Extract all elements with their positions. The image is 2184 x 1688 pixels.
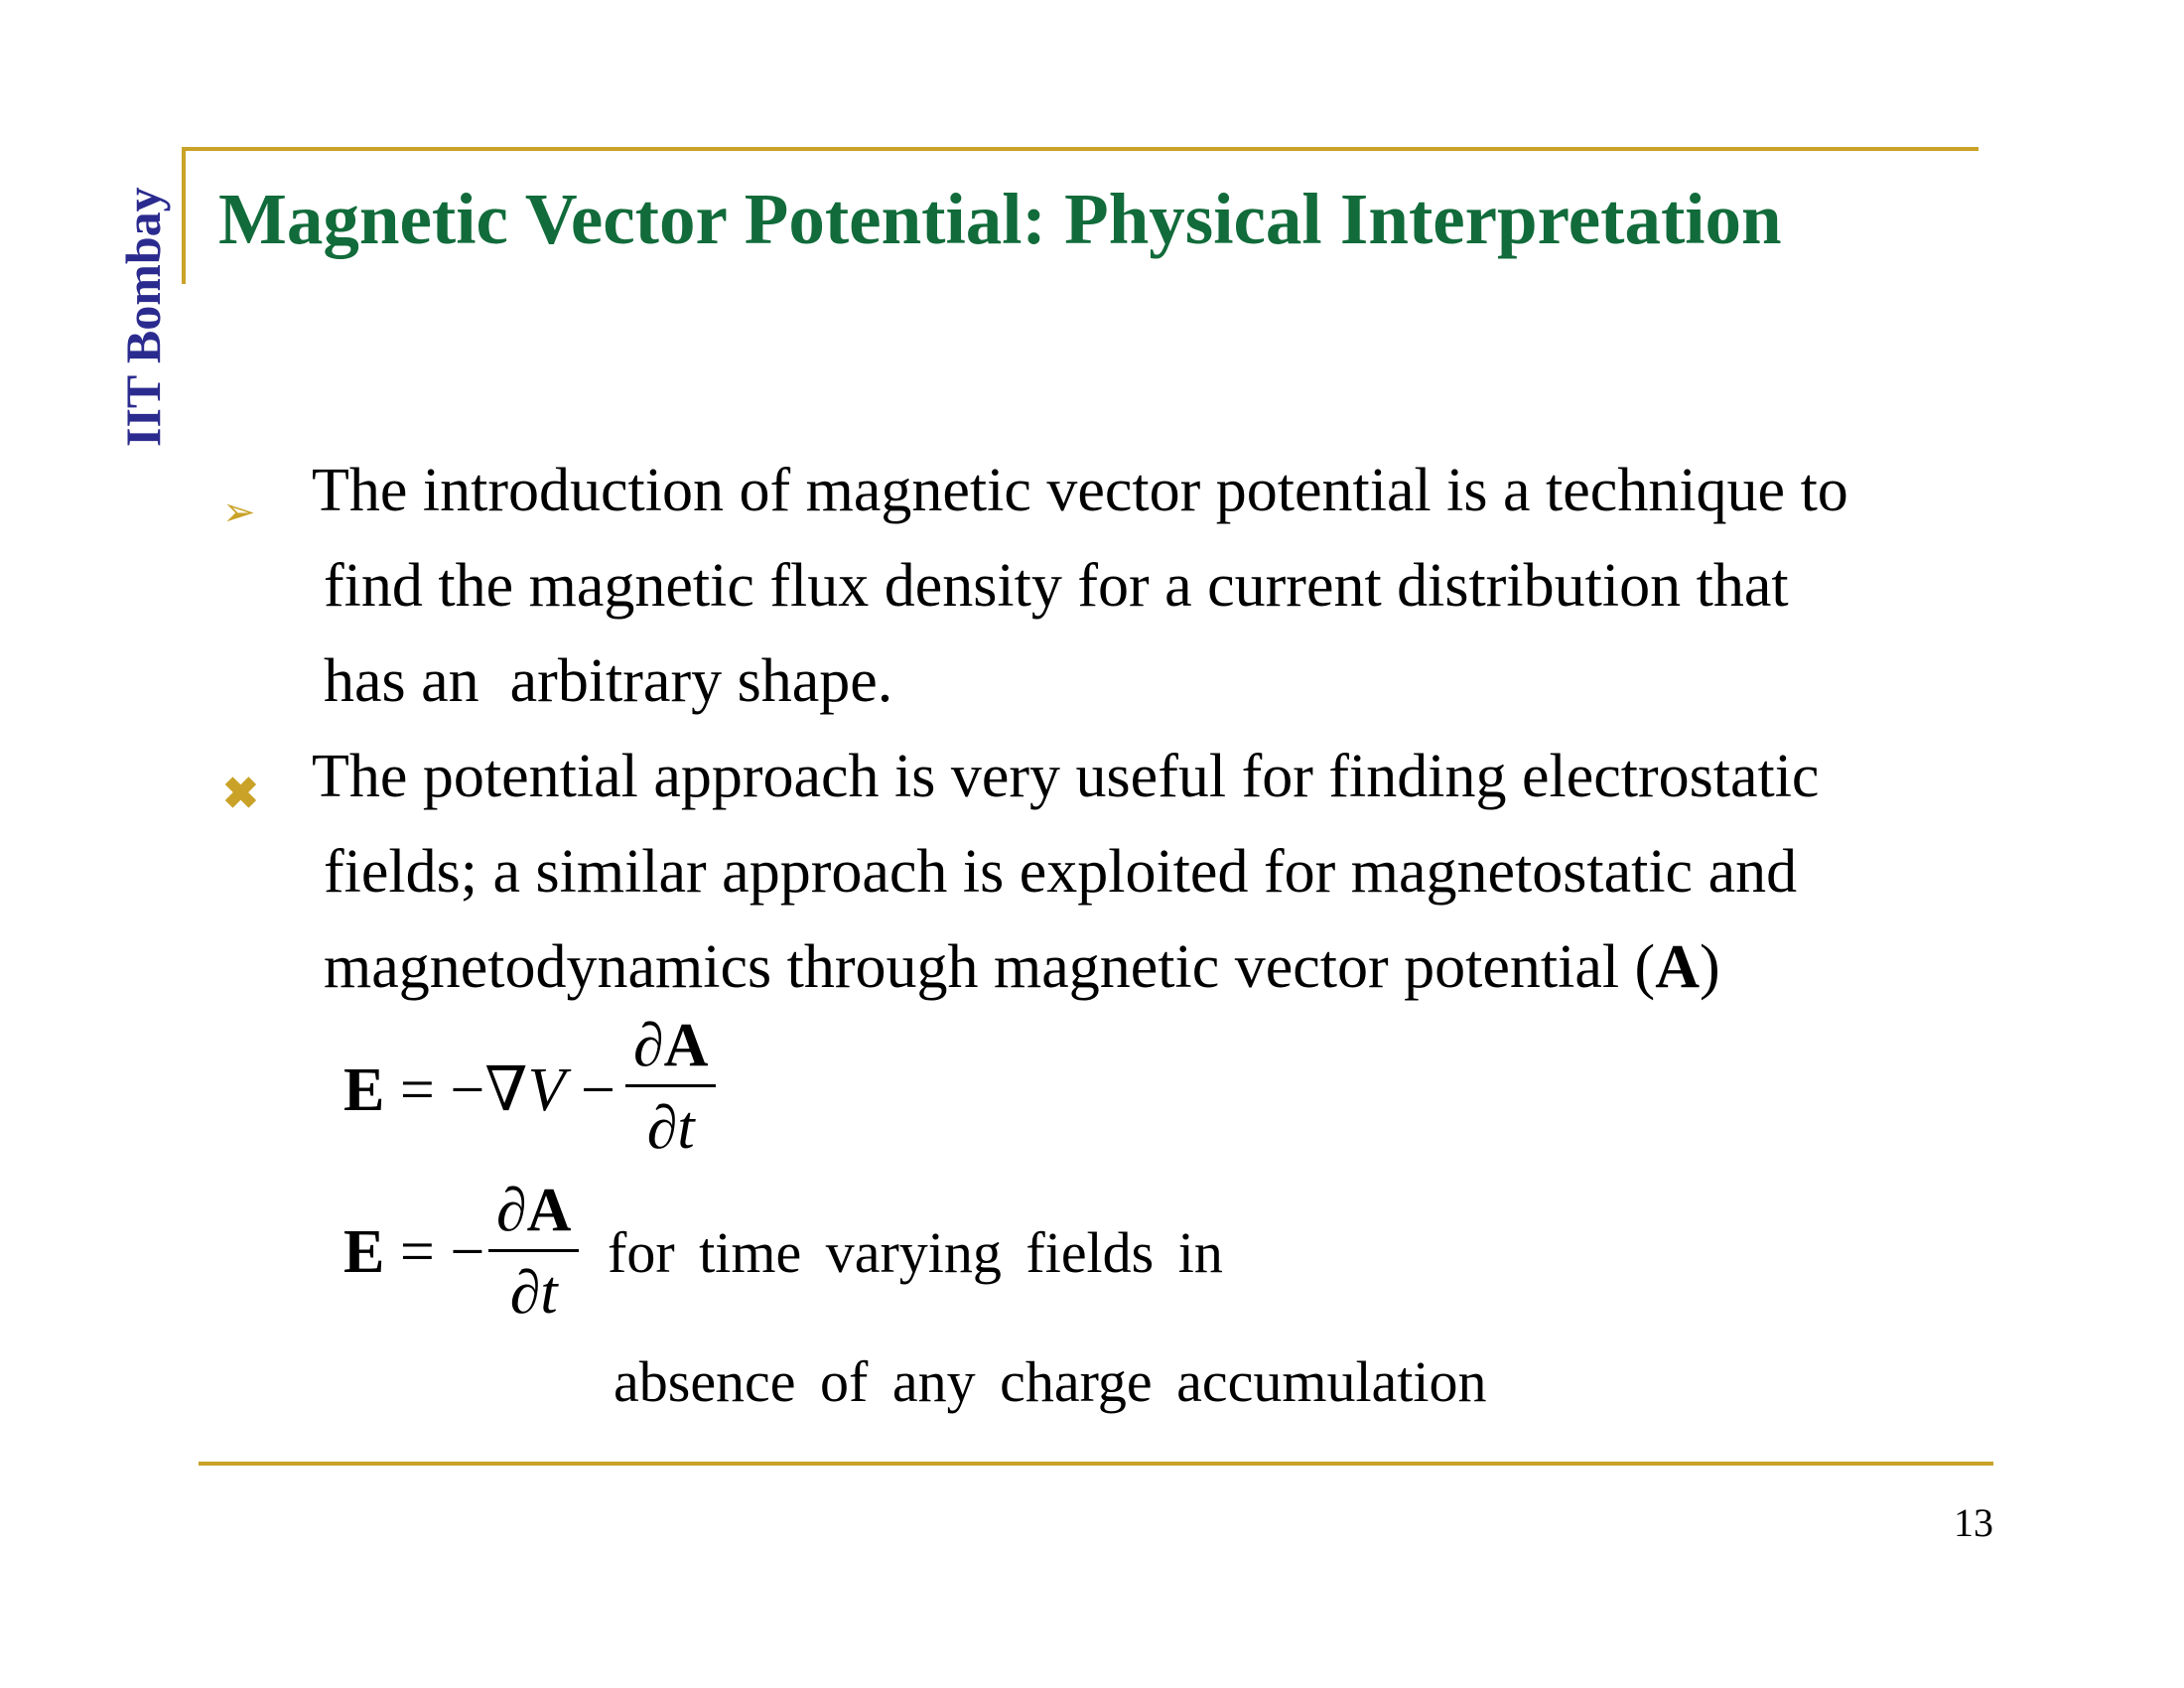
equation-2-note-continued: absence of any charge accumulation xyxy=(614,1349,1487,1414)
bottom-divider xyxy=(199,1462,1993,1466)
page-number: 13 xyxy=(1954,1500,1993,1545)
vector-a-symbol: A xyxy=(1655,933,1700,1001)
bullet-line: find the magnetic flux density for a current distribution that xyxy=(324,552,1789,620)
bullet-text-1 xyxy=(312,443,2019,729)
arrow-bullet-icon: ➢ xyxy=(222,490,256,534)
cross-bullet-icon: ✖ xyxy=(222,770,259,818)
bullet-line: magnetodynamics through magnetic vector potential (A) xyxy=(324,933,1720,1001)
equation-2-note: for time varying fields in xyxy=(608,1220,1223,1285)
equation-2-lhs: E xyxy=(343,1218,385,1286)
bullet-line: fields; a similar approach is exploited for magnetostatic and xyxy=(324,838,1798,906)
left-divider xyxy=(182,147,186,284)
bullet-line: The introduction of magnetic vector potential is a technique to xyxy=(312,457,1848,524)
equation-2-fraction: $\frac{\partial A}{\partial t}$ xyxy=(488,1178,579,1326)
equation-1-lhs: E xyxy=(343,1056,385,1124)
bullet-text-2 xyxy=(312,729,2019,1015)
institution-label: IIT Bombay xyxy=(115,187,171,447)
equation-1-fraction: $\frac{\partial A}{\partial t}$ xyxy=(625,1013,716,1161)
bullet-line: has an arbitrary shape. xyxy=(324,647,893,715)
bullet-line: The potential approach is very useful for finding electrostatic xyxy=(312,743,1820,810)
top-divider xyxy=(182,147,1979,151)
slide-title: Magnetic Vector Potential: Physical Interpretation xyxy=(218,179,1782,259)
